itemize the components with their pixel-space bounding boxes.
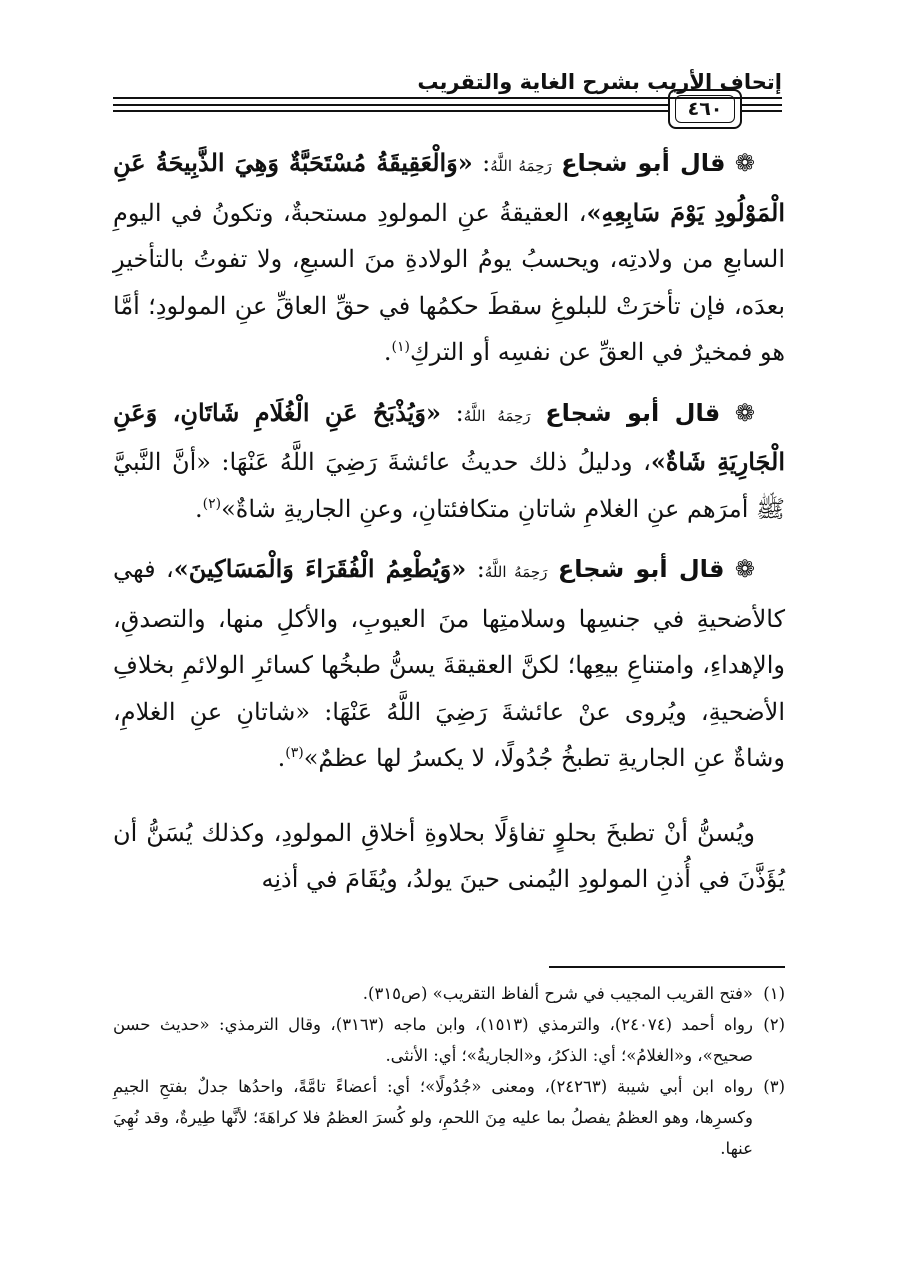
paragraph-4 (113, 810, 785, 903)
commentary-text: ، العقيقةُ عنِ المولودِ مستحبةٌ، وتكونُ في اليومِ السابعِ من ولادتِه، ويحسبُ يومُ الولادةِ منَ السبعِ، ولا تفوتُ بالتأخيرِ بعدَه، فإن تأخرَتْ للبلوغِ سقطَ حكمُها في حقِّ العاقِّ عنِ المولودِ؛ أمَّا هو فمخيرٌ في العقِّ عن نفسِه أو التركِ (113, 198, 785, 366)
honorific: رَحِمَهُ اللَّهُ (463, 406, 531, 425)
paragraph-2: ❁ قال أبو شجاع رَحِمَهُ اللَّهُ: «وَيُذْبَحُ عَنِ الْغُلَامِ شَاتَانِ، وَعَنِ الْجَارِيَةِ شَاةٌ»، ودليلُ ذلك حديثُ عائشةَ رَضِيَ اللَّهُ عَنْهَا: «أنَّ النَّبيَّ ﷺ أمرَهم عنِ الغلامِ شاتانِ متكافئتانِ، وعنِ الجاريةِ شاةٌ»$^{(٢)}$. (113, 397, 785, 523)
matn-quote: «وَيُطْعِمُ الْفُقَرَاءَ وَالْمَسَاكِينَ» (173, 554, 467, 583)
footnote-ref: (٣) (285, 745, 304, 761)
commentary-text: ، فهي كالأضحيةِ في جنسِها وسلامتِها منَ العيوبِ، والأكلِ منها، والتصدقِ، والإهداءِ، وامتناعِ بيعِها؛ لكنَّ العقيقةَ يسنُّ طبخُها كسائرِ الولائمِ بخلافِ الأضحيةِ، ويُروى عنْ عائشةَ رَضِيَ اللَّهُ عَنْهَا: «شاتانِ عنِ الغلامِ، وشاةٌ عنِ الجاريةِ تطبخُ جُدُولًا، لا يكسرُ لها عظمٌ» (113, 555, 785, 772)
footnote (113, 978, 785, 1009)
header-double-rule-left-upper (113, 104, 668, 106)
footnote-ref: (٢) (202, 495, 222, 512)
matn-quote: «وَالْعَقِيقَةُ مُسْتَحَبَّةٌ وَهِيَ الذَّبِيحَةُ عَنِ الْمَوْلُودِ يَوْمَ سَابِعِهِ» (113, 148, 785, 227)
footnote-text: رواه ابن أبي شيبة (٢٤٢٦٣)، ومعنى «جُدُولًا»؛ أي: أعضاءً تامَّةً، واحدُها جدلٌ بفتحِ الجيمِ وكسرِها، وهو العظمُ يفصلُ بما عليه مِنَ اللحمِ، ولو كُسرَ العظمُ فلا كراهَةَ؛ لأنَّها طِيرةٌ، وقد نُهِيَ عنها. (113, 1077, 753, 1158)
footnotes (113, 978, 785, 1164)
flower-ornament-icon: ❁ (734, 149, 755, 177)
footnote-number: (١) (763, 984, 785, 1003)
footnote-text: «فتح القريب المجيب في شرح ألفاظ التقريب» (ص٣١٥). (362, 984, 753, 1003)
speaker-name: قال أبو شجاع (561, 149, 726, 177)
sentence-end: . (195, 494, 203, 523)
footnote (113, 1009, 785, 1071)
honorific: رَحِمَهُ اللَّهُ (484, 563, 548, 581)
footnote-ref: (١) (391, 339, 410, 355)
footnote-number: (٣) (763, 1077, 785, 1096)
header-double-rule-right-upper (740, 104, 782, 106)
page-number-frame (668, 89, 742, 129)
matn-quote: «وَيُذْبَحُ عَنِ الْغُلَامِ شَاتَانِ، وَعَنِ الْجَارِيَةِ شَاةٌ» (113, 397, 785, 476)
flower-ornament-icon: ❁ (734, 555, 756, 583)
header-double-rule-left-lower (113, 110, 668, 112)
paragraph-1: ❁ قال أبو شجاع رَحِمَهُ اللَّهُ: «وَالْعَقِيقَةُ مُسْتَحَبَّةٌ وَهِيَ الذَّبِيحَةُ عَنِ الْمَوْلُودِ يَوْمَ سَابِعِهِ»، العقيقةُ عنِ المولودِ مستحبةٌ، وتكونُ في اليومِ السابعِ من ولادتِه، ويحسبُ يومُ الولادةِ منَ السبعِ، ولا تفوتُ بالتأخيرِ بعدَه، فإن تأخرَتْ للبلوغِ سقطَ حكمُها في حقِّ العاقِّ عنِ المولودِ؛ أمَّا هو فمخيرٌ في العقِّ عن نفسِه أو التركِ$^{(١)}$. (113, 148, 785, 366)
footnote-separator (549, 966, 785, 968)
header-double-rule-right-lower (740, 110, 782, 112)
commentary-text: ويُسنُّ أنْ تطبخَ بحلوٍ تفاؤلًا بحلاوةِ أخلاقِ المولودِ، وكذلك يُسَنُّ أن يُؤَذَّنَ في أُذنِ المولودِ اليُمنى حينَ يولدُ، ويُقَامَ في أذنِه (113, 818, 785, 893)
footnote (113, 1071, 785, 1164)
flower-ornament-icon: ❁ (734, 398, 755, 427)
sentence-end: . (277, 744, 286, 772)
honorific: رَحِمَهُ اللَّهُ (490, 157, 552, 175)
running-title: إتحاف الأريب بشرح الغاية والتقريب (417, 70, 782, 94)
commentary-text: ، ودليلُ ذلك حديثُ عائشةَ رَضِيَ اللَّهُ عَنْهَا: «أنَّ النَّبيَّ ﷺ أمرَهم عنِ الغلامِ شاتانِ متكافئتانِ، وعنِ الجاريةِ شاةٌ» (113, 448, 785, 523)
page-number: ٤٦٠ (675, 95, 735, 123)
main-text (113, 140, 785, 903)
sentence-end: . (383, 338, 392, 366)
speaker-name: قال أبو شجاع (557, 555, 725, 583)
footnote-text: رواه أحمد (٢٤٠٧٤)، والترمذي (١٥١٣)، وابن ماجه (٣١٦٣)، وقال الترمذي: «حديث حسن صحيح»، و«الغلامُ»؛ أي: الذكرُ، و«الجاريةُ»؛ أي: الأنثى. (113, 1015, 753, 1065)
footnote-number: (٢) (763, 1015, 785, 1034)
paragraph-3: ❁ قال أبو شجاع رَحِمَهُ اللَّهُ: «وَيُطْعِمُ الْفُقَرَاءَ وَالْمَسَاكِينَ»، فهي كالأضحيةِ في جنسِها وسلامتِها منَ العيوبِ، والأكلِ منها، والتصدقِ، والإهداءِ، وامتناعِ بيعِها؛ لكنَّ العقيقةَ يسنُّ طبخُها كسائرِ الولائمِ بخلافِ الأضحيةِ، ويُروى عنْ عائشةَ رَضِيَ اللَّهُ عَنْهَا: «شاتانِ عنِ الغلامِ، وشاةٌ عنِ الجاريةِ تطبخُ جُدُولًا، لا يكسرُ لها عظمٌ»$^{(٣)}$. (113, 554, 785, 772)
speaker-name: قال أبو شجاع (545, 398, 721, 427)
